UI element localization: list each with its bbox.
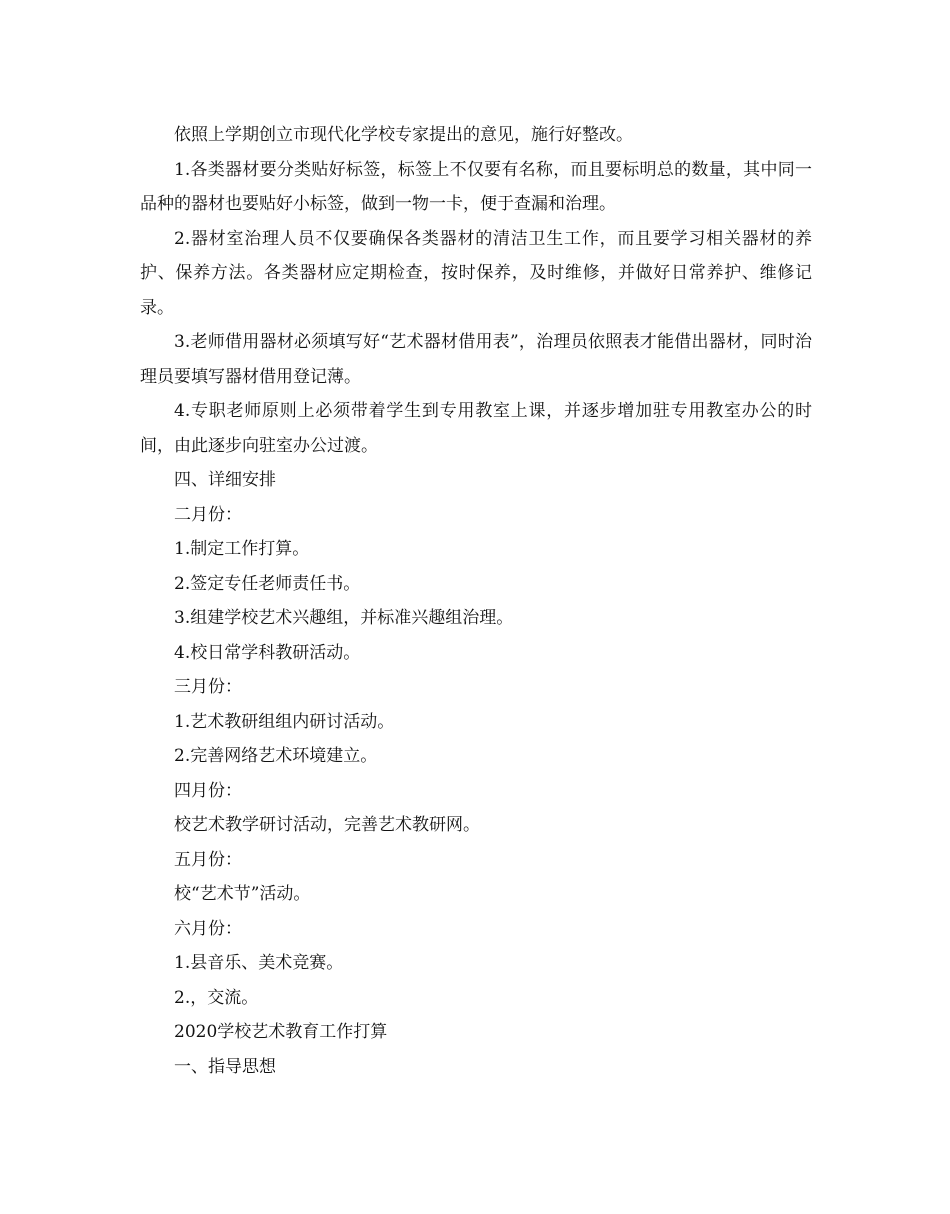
list-item: 4.校日常学科教研活动。 <box>174 642 361 663</box>
paragraph-item-maintenance: 2.器材室治理人员不仅要确保各类器材的清洁卫生工作，而且要学习相关器材的养护、保养方法。各类器材应定期检查，按时保养，及时维修，并做好日常养护、维修记录。 <box>140 228 812 318</box>
month-heading-june: 六月份： <box>174 918 242 939</box>
list-item: 2.签定专任老师责任书。 <box>174 573 361 594</box>
list-item: 校艺术教学研讨活动，完善艺术教研网。 <box>174 815 480 835</box>
list-item: 校“艺术节”活动。 <box>174 884 311 904</box>
month-heading-april: 四月份： <box>174 780 242 801</box>
section-heading-guiding-ideology: 一、指导思想 <box>174 1056 276 1077</box>
list-item: 3.组建学校艺术兴趣组，并标准兴趣组治理。 <box>174 608 514 628</box>
month-heading-may: 五月份： <box>174 849 242 870</box>
list-item: 1.制定工作打算。 <box>174 539 310 559</box>
document-title: 2020学校艺术教育工作打算 <box>174 1022 388 1042</box>
list-item: 2.完善网络艺术环境建立。 <box>174 746 378 766</box>
month-heading-february: 二月份： <box>174 504 242 525</box>
month-heading-march: 三月份： <box>174 677 242 697</box>
section-heading-schedule: 四、详细安排 <box>174 470 276 490</box>
paragraph-item-classroom: 4.专职老师原则上必须带着学生到专用教室上课，并逐步增加驻专用教室办公的时间，由此逐步向驻室办公过渡。 <box>140 401 812 456</box>
list-item: 2.，交流。 <box>174 987 259 1008</box>
paragraph-item-borrowing: 3.老师借用器材必须填写好“艺术器材借用表”，治理员依照表才能借出器材，同时治理员要填写器材借用登记薄。 <box>140 332 812 387</box>
document-body <box>140 118 812 1084</box>
list-item: 1.艺术教研组组内研讨活动。 <box>174 711 395 732</box>
list-item: 1.县音乐、美术竞赛。 <box>174 953 344 973</box>
paragraph-item-labels: 1.各类器材要分类贴好标签，标签上不仅要有名称，而且要标明总的数量，其中同一品种的器材也要贴好小标签，做到一物一卡，便于查漏和治理。 <box>140 159 812 214</box>
paragraph-rectification: 依照上学期创立市现代化学校专家提出的意见，施行好整改。 <box>174 125 633 145</box>
